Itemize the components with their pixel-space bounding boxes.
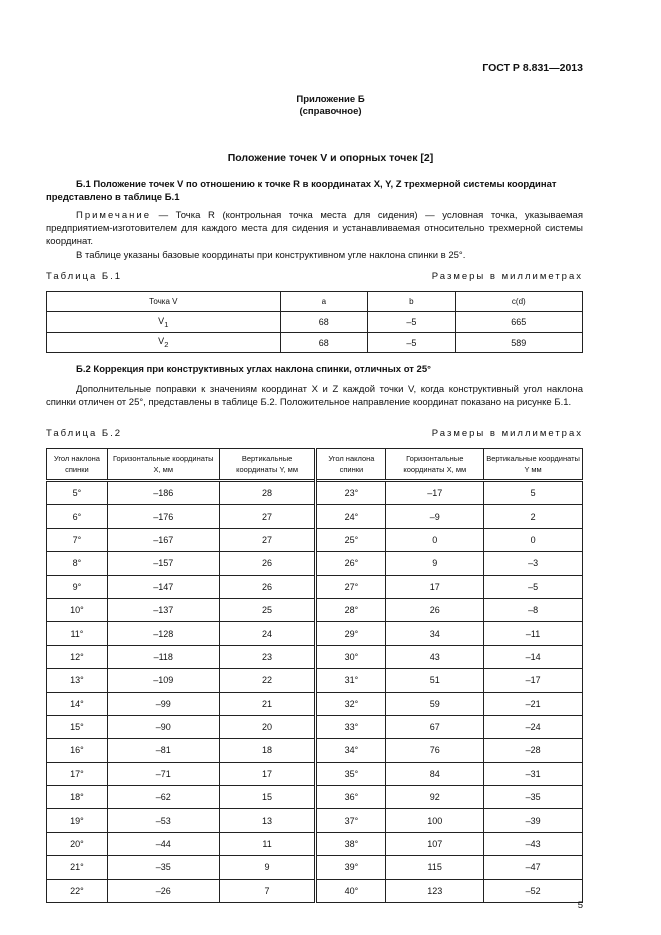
table1-header: Точка V bbox=[47, 292, 281, 312]
cell: –26 bbox=[107, 879, 219, 902]
table1-header: c(d) bbox=[455, 292, 582, 312]
table2-header: Угол наклона спинки bbox=[47, 449, 108, 481]
cell: 9° bbox=[47, 575, 108, 598]
cell: 6° bbox=[47, 505, 108, 528]
table-row bbox=[47, 505, 583, 528]
table-row bbox=[47, 528, 583, 551]
table-row bbox=[47, 856, 583, 879]
cell: 20° bbox=[47, 832, 108, 855]
cell: 28° bbox=[316, 598, 386, 621]
cell: 22° bbox=[47, 879, 108, 902]
cell: 84 bbox=[386, 762, 484, 785]
cell: 17 bbox=[386, 575, 484, 598]
cell: –147 bbox=[107, 575, 219, 598]
cell: 13 bbox=[219, 809, 316, 832]
table-row bbox=[47, 879, 583, 902]
table-row bbox=[47, 598, 583, 621]
cell: –21 bbox=[484, 692, 583, 715]
cell: 68 bbox=[280, 312, 368, 333]
table2-header: Угол наклона спинки bbox=[316, 449, 386, 481]
table-row bbox=[47, 715, 583, 738]
cell: 0 bbox=[484, 528, 583, 551]
cell: 27 bbox=[219, 505, 316, 528]
cell: 11 bbox=[219, 832, 316, 855]
note-text: — Точка R (контрольная точка места для сидения) — условная точка, указываемая предприятием-изготовителем для каждого места для сидения и устанавливаемая относительно трехмерной системы координат. bbox=[46, 210, 583, 247]
cell: 38° bbox=[316, 832, 386, 855]
cell: 27° bbox=[316, 575, 386, 598]
cell: 23 bbox=[219, 645, 316, 668]
table-row bbox=[47, 481, 583, 505]
cell: –81 bbox=[107, 739, 219, 762]
table-row bbox=[47, 622, 583, 645]
table-row bbox=[47, 762, 583, 785]
cell: 21 bbox=[219, 692, 316, 715]
table-row bbox=[47, 552, 583, 575]
cell: –31 bbox=[484, 762, 583, 785]
cell: 40° bbox=[316, 879, 386, 902]
cell: 11° bbox=[47, 622, 108, 645]
cell: 30° bbox=[316, 645, 386, 668]
cell: 9 bbox=[386, 552, 484, 575]
cell: 15° bbox=[47, 715, 108, 738]
table-b2 bbox=[46, 448, 583, 903]
cell: 9 bbox=[219, 856, 316, 879]
point-cell: $V_1$ bbox=[47, 312, 281, 333]
cell: 76 bbox=[386, 739, 484, 762]
cell: 32° bbox=[316, 692, 386, 715]
cell: 13° bbox=[47, 669, 108, 692]
cell: 100 bbox=[386, 809, 484, 832]
cell: –43 bbox=[484, 832, 583, 855]
cell: 26 bbox=[219, 552, 316, 575]
cell: 10° bbox=[47, 598, 108, 621]
cell: 24° bbox=[316, 505, 386, 528]
cell: 107 bbox=[386, 832, 484, 855]
cell: 19° bbox=[47, 809, 108, 832]
table1-caption: Таблица Б.1 bbox=[46, 271, 123, 282]
cell: 92 bbox=[386, 786, 484, 809]
cell: 16° bbox=[47, 739, 108, 762]
cell: 31° bbox=[316, 669, 386, 692]
cell: 26 bbox=[386, 598, 484, 621]
cell: –167 bbox=[107, 528, 219, 551]
b1-heading: Б.1 Положение точек V по отношению к точке R в координатах X, Y, Z трехмерной системы координат представлено в таблице Б.1 bbox=[46, 179, 557, 203]
cell: 43 bbox=[386, 645, 484, 668]
cell: –5 bbox=[368, 333, 456, 353]
cell: –14 bbox=[484, 645, 583, 668]
cell: –24 bbox=[484, 715, 583, 738]
cell: –8 bbox=[484, 598, 583, 621]
table-row bbox=[47, 786, 583, 809]
cell: 589 bbox=[455, 333, 582, 353]
cell: –53 bbox=[107, 809, 219, 832]
table2-header: Горизонтальные координаты X, мм bbox=[386, 449, 484, 481]
cell: 37° bbox=[316, 809, 386, 832]
cell: 26 bbox=[219, 575, 316, 598]
b1-note bbox=[46, 209, 583, 248]
cell: 5° bbox=[47, 481, 108, 505]
cell: 18° bbox=[47, 786, 108, 809]
cell: 27 bbox=[219, 528, 316, 551]
cell: –118 bbox=[107, 645, 219, 668]
cell: 665 bbox=[455, 312, 582, 333]
cell: 7° bbox=[47, 528, 108, 551]
table-row bbox=[47, 645, 583, 668]
cell: 34° bbox=[316, 739, 386, 762]
table1-header: b bbox=[368, 292, 456, 312]
cell: 29° bbox=[316, 622, 386, 645]
cell: 35° bbox=[316, 762, 386, 785]
table2-header: Горизонтальные координаты X, мм bbox=[107, 449, 219, 481]
cell: 0 bbox=[386, 528, 484, 551]
b1-text: В таблице указаны базовые координаты при конструктивном угле наклона спинки в 25°. bbox=[76, 250, 466, 261]
cell: 21° bbox=[47, 856, 108, 879]
cell: –3 bbox=[484, 552, 583, 575]
table-row bbox=[47, 669, 583, 692]
cell: 14° bbox=[47, 692, 108, 715]
cell: 115 bbox=[386, 856, 484, 879]
table-row bbox=[47, 333, 583, 353]
cell: 17° bbox=[47, 762, 108, 785]
cell: 2 bbox=[484, 505, 583, 528]
table1-units: Размеры в миллиметрах bbox=[431, 271, 583, 282]
cell: 8° bbox=[47, 552, 108, 575]
cell: –5 bbox=[484, 575, 583, 598]
cell: 20 bbox=[219, 715, 316, 738]
cell: 25° bbox=[316, 528, 386, 551]
cell: 24 bbox=[219, 622, 316, 645]
cell: –28 bbox=[484, 739, 583, 762]
table2-units: Размеры в миллиметрах bbox=[431, 428, 583, 439]
table-row bbox=[47, 809, 583, 832]
document-header: ГОСТ Р 8.831—2013 bbox=[482, 62, 583, 74]
cell: –35 bbox=[484, 786, 583, 809]
cell: –44 bbox=[107, 832, 219, 855]
appendix-subtitle: (справочное) bbox=[299, 106, 362, 117]
cell: –17 bbox=[484, 669, 583, 692]
cell: –62 bbox=[107, 786, 219, 809]
cell: 39° bbox=[316, 856, 386, 879]
cell: 17 bbox=[219, 762, 316, 785]
table2-header: Вертикальные координаты Y, мм bbox=[219, 449, 316, 481]
cell: –39 bbox=[484, 809, 583, 832]
cell: 123 bbox=[386, 879, 484, 902]
cell: 59 bbox=[386, 692, 484, 715]
table1-header: a bbox=[280, 292, 368, 312]
b2-text: Дополнительные поправки к значениям координат X и Z каждой точки V, когда конструктивный угол наклона спинки отличен от 25°, представлены в таблице Б.2. Положительное направление координат показано на рисунке Б.1. bbox=[46, 384, 583, 408]
cell: 34 bbox=[386, 622, 484, 645]
page-number: 5 bbox=[577, 900, 583, 911]
cell: 51 bbox=[386, 669, 484, 692]
cell: 25 bbox=[219, 598, 316, 621]
cell: –11 bbox=[484, 622, 583, 645]
section-title: Положение точек V и опорных точек [2] bbox=[227, 152, 434, 164]
cell: –35 bbox=[107, 856, 219, 879]
appendix-title: Приложение Б bbox=[296, 94, 365, 105]
cell: –17 bbox=[386, 481, 484, 505]
table-b1 bbox=[46, 291, 583, 353]
cell: –137 bbox=[107, 598, 219, 621]
cell: –52 bbox=[484, 879, 583, 902]
cell: 36° bbox=[316, 786, 386, 809]
cell: 23° bbox=[316, 481, 386, 505]
note-label: Примечание bbox=[76, 210, 151, 221]
cell: 18 bbox=[219, 739, 316, 762]
cell: –90 bbox=[107, 715, 219, 738]
cell: 28 bbox=[219, 481, 316, 505]
cell: –109 bbox=[107, 669, 219, 692]
b2-heading: Б.2 Коррекция при конструктивных углах наклона спинки, отличных от 25° bbox=[76, 364, 431, 375]
cell: 22 bbox=[219, 669, 316, 692]
cell: –5 bbox=[368, 312, 456, 333]
table-row bbox=[47, 739, 583, 762]
table-row bbox=[47, 692, 583, 715]
table-row bbox=[47, 575, 583, 598]
cell: 67 bbox=[386, 715, 484, 738]
table2-header: Вертикальные координаты Y мм bbox=[484, 449, 583, 481]
cell: –9 bbox=[386, 505, 484, 528]
cell: –99 bbox=[107, 692, 219, 715]
cell: –47 bbox=[484, 856, 583, 879]
cell: –128 bbox=[107, 622, 219, 645]
cell: –71 bbox=[107, 762, 219, 785]
cell: –186 bbox=[107, 481, 219, 505]
cell: 5 bbox=[484, 481, 583, 505]
table2-caption: Таблица Б.2 bbox=[46, 428, 123, 439]
table-row bbox=[47, 312, 583, 333]
cell: 12° bbox=[47, 645, 108, 668]
table-row bbox=[47, 832, 583, 855]
cell: –157 bbox=[107, 552, 219, 575]
cell: –176 bbox=[107, 505, 219, 528]
cell: 33° bbox=[316, 715, 386, 738]
cell: 68 bbox=[280, 333, 368, 353]
cell: 15 bbox=[219, 786, 316, 809]
cell: 7 bbox=[219, 879, 316, 902]
cell: 26° bbox=[316, 552, 386, 575]
point-cell: $V_2$ bbox=[47, 333, 281, 353]
